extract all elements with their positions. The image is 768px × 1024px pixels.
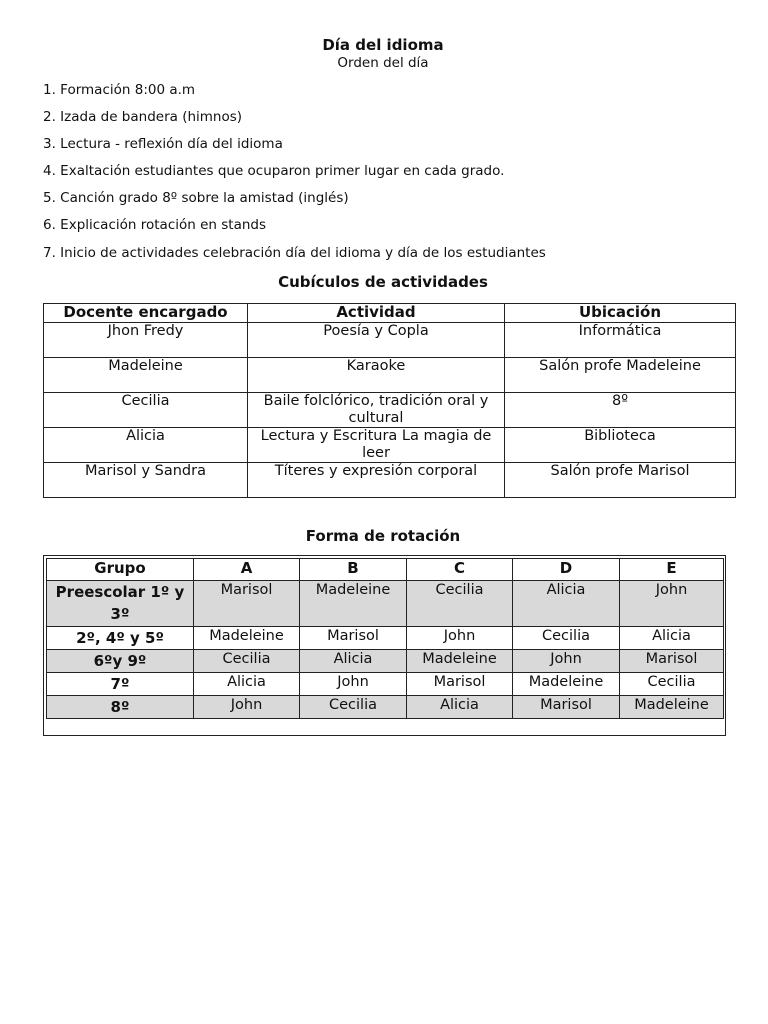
agenda-item: 2. Izada de bandera (himnos) [43,109,243,125]
group-cell: Preescolar 1º y 3º [47,581,194,627]
table-cell: Alicia [407,696,513,719]
table-cell: Cecilia [300,696,407,719]
page-title: Día del idioma [322,36,444,54]
table-cell: Biblioteca [505,428,736,463]
column-header: Grupo [47,559,194,581]
table-cell: John [194,696,300,719]
table-cell: Marisol [300,627,407,650]
cubiculos-table [43,303,736,498]
table-row [47,696,724,719]
table-cell: Lectura y Escritura La magia de leer [248,428,505,463]
column-header: E [620,559,724,581]
table-cell: Cecilia [44,393,248,428]
table-cell: Títeres y expresión corporal [248,463,505,498]
table-cell: Alicia [194,673,300,696]
table-cell: Cecilia [620,673,724,696]
table-cell: Madeleine [194,627,300,650]
column-header: A [194,559,300,581]
table-header-row [44,304,736,323]
group-cell: 6ºy 9º [47,650,194,673]
table-cell: Informática [505,323,736,358]
table-cell: Baile folclórico, tradición oral y cultural [248,393,505,428]
table-cell: Cecilia [513,627,620,650]
table-cell: Marisol [194,581,300,627]
table-cell: Madeleine [44,358,248,393]
table-row [44,393,736,428]
table-row [47,581,724,627]
group-cell: 2º, 4º y 5º [47,627,194,650]
table-cell: Jhon Fredy [44,323,248,358]
table-cell: Cecilia [407,581,513,627]
table-cell: Madeleine [300,581,407,627]
column-header: B [300,559,407,581]
table-row [44,428,736,463]
table-cell: Madeleine [407,650,513,673]
table-cell: Madeleine [620,696,724,719]
table-cell: Cecilia [194,650,300,673]
group-cell: 7º [47,673,194,696]
table-cell: Marisol [513,696,620,719]
table-cell: Marisol [620,650,724,673]
agenda-item: 4. Exaltación estudiantes que ocuparon primer lugar en cada grado. [43,163,505,179]
column-header: Ubicación [505,304,736,323]
table-cell: Salón profe Marisol [505,463,736,498]
agenda-item: 1. Formación 8:00 a.m [43,82,196,98]
column-header: C [407,559,513,581]
cubiculos-heading: Cubículos de actividades [278,273,488,291]
table-row [44,358,736,393]
table-cell: 8º [505,393,736,428]
rotacion-heading: Forma de rotación [305,527,461,545]
table-cell: Poesía y Copla [248,323,505,358]
table-cell: Karaoke [248,358,505,393]
table-row [47,650,724,673]
rotacion-table-frame [43,555,726,736]
column-header: Actividad [248,304,505,323]
table-row [44,463,736,498]
table-cell: Salón profe Madeleine [505,358,736,393]
table-cell: Marisol y Sandra [44,463,248,498]
table-cell: John [300,673,407,696]
table-cell: Madeleine [513,673,620,696]
table-cell: Alicia [513,581,620,627]
table-row [44,323,736,358]
table-row [47,627,724,650]
table-cell: John [407,627,513,650]
table-cell: Marisol [407,673,513,696]
rotacion-table [46,558,724,719]
agenda-item: 3. Lectura - reflexión día del idioma [43,136,283,152]
table-row [47,673,724,696]
table-cell: John [513,650,620,673]
agenda-item: 7. Inicio de actividades celebración día del idioma y día de los estudiantes [43,245,546,261]
table-cell: John [620,581,724,627]
page-subtitle: Orden del día [337,55,429,71]
table-cell: Alicia [300,650,407,673]
table-cell: Alicia [620,627,724,650]
group-cell: 8º [47,696,194,719]
agenda-item: 6. Explicación rotación en stands [43,217,267,233]
table-cell: Alicia [44,428,248,463]
column-header: Docente encargado [44,304,248,323]
table-header-row [47,559,724,581]
agenda-item: 5. Canción grado 8º sobre la amistad (inglés) [43,190,349,206]
column-header: D [513,559,620,581]
